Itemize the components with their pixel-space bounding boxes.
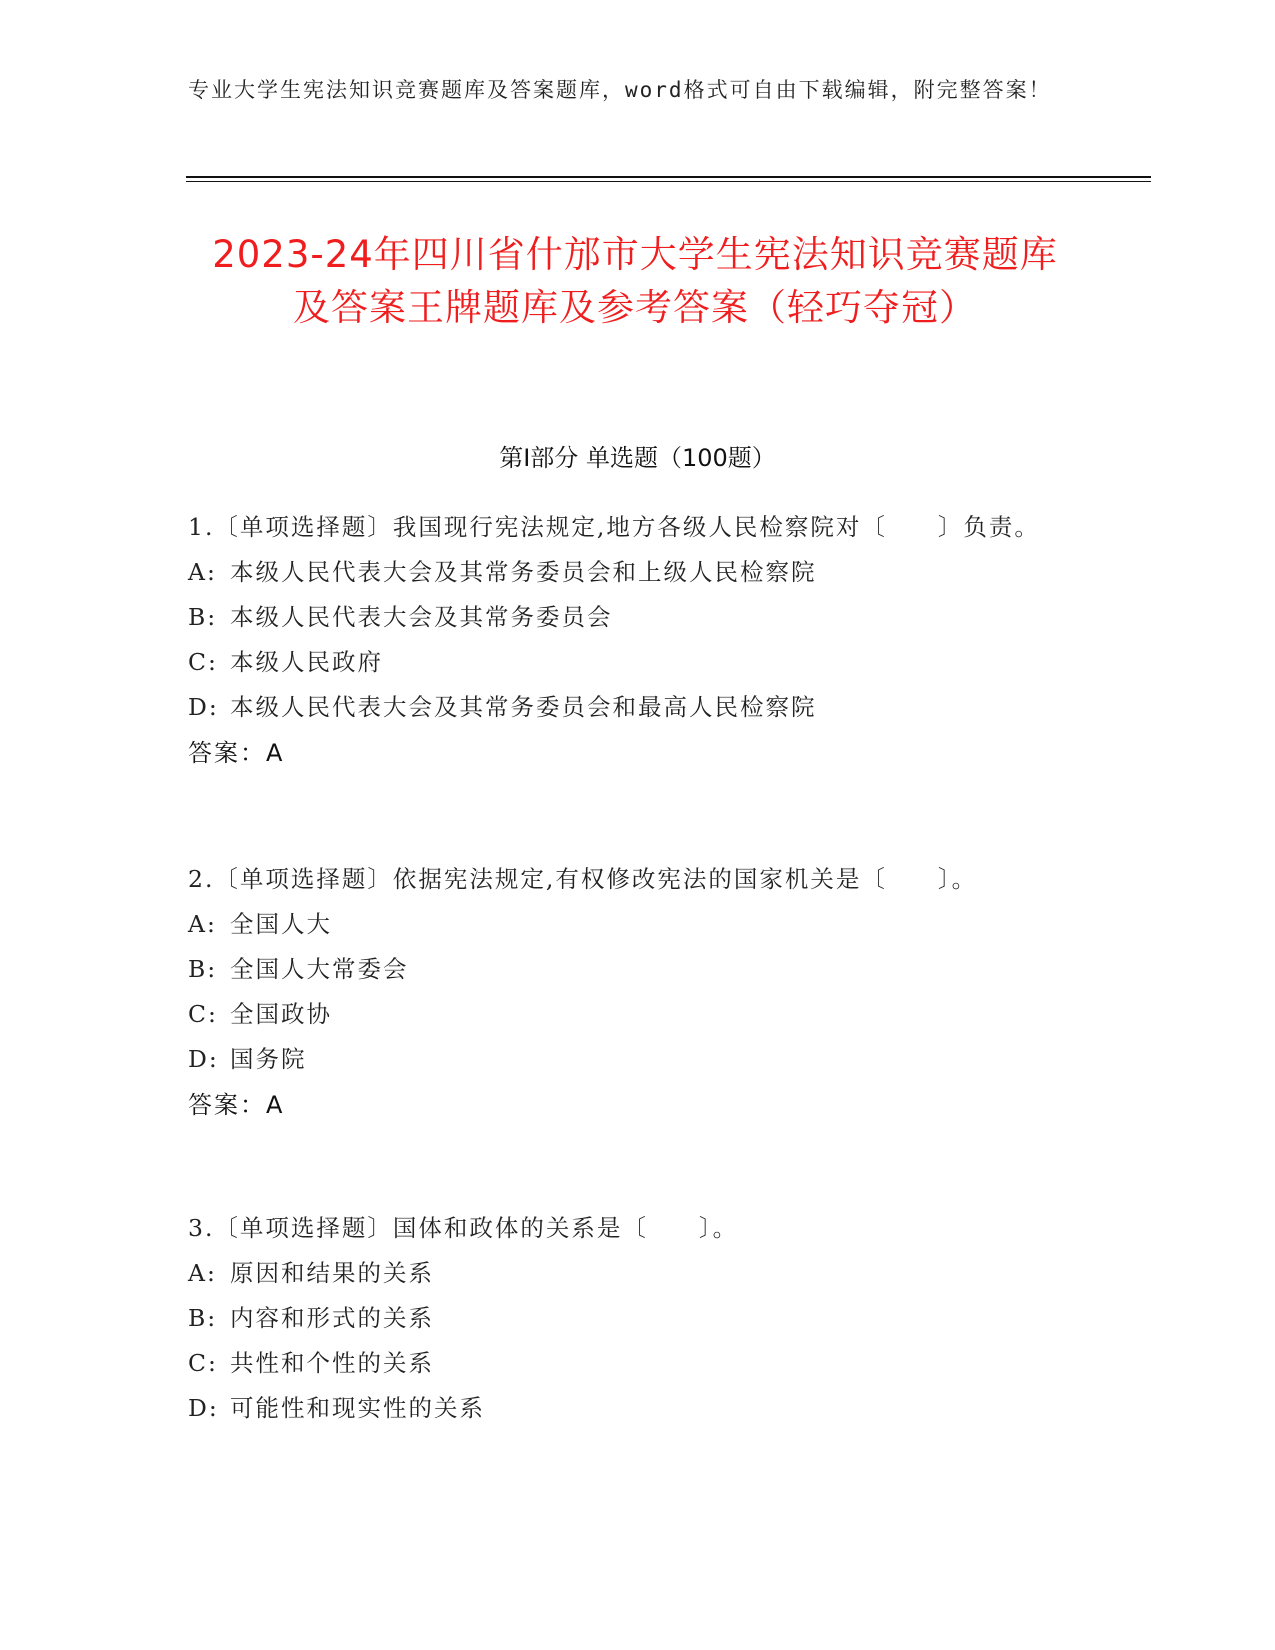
answer-line: 答案：A <box>188 1091 285 1119</box>
option-d <box>188 685 1068 730</box>
option-label: D: <box>188 1045 219 1073</box>
question-stem: 1.〔单项选择题〕我国现行宪法规定,地方各级人民检察院对〔 〕负责。 <box>188 513 1040 541</box>
option-label: A: <box>188 910 217 938</box>
option-d <box>188 1037 1068 1082</box>
option-text: 国务院 <box>230 1045 307 1073</box>
option-a <box>188 550 1068 595</box>
question-2 <box>188 857 1068 1128</box>
option-text: 本级人民代表大会及其常务委员会 <box>230 603 613 631</box>
option-label: A: <box>188 558 217 586</box>
question-1 <box>188 505 1068 776</box>
option-text: 内容和形式的关系 <box>230 1304 434 1332</box>
option-c <box>188 640 1068 685</box>
option-text: 本级人民政府 <box>230 648 383 676</box>
option-c <box>188 992 1068 1037</box>
question-stem: 2.〔单项选择题〕依据宪法规定,有权修改宪法的国家机关是〔 〕。 <box>188 865 978 893</box>
document-title: 2023-24年四川省什邡市大学生宪法知识竞赛题库及答案王牌题库及参考答案（轻巧夺冠） <box>212 233 1058 329</box>
option-label: D: <box>188 1394 219 1422</box>
option-b <box>188 947 1068 992</box>
option-label: C: <box>188 648 218 676</box>
option-text: 本级人民代表大会及其常务委员会和最高人民检察院 <box>230 693 817 721</box>
option-a <box>188 1251 1068 1296</box>
question-stem: 3.〔单项选择题〕国体和政体的关系是〔 〕。 <box>188 1214 739 1242</box>
option-text: 全国人大 <box>230 910 332 938</box>
option-text: 本级人民代表大会及其常务委员会和上级人民检察院 <box>230 558 817 586</box>
option-d <box>188 1386 1068 1431</box>
header-rule-thick <box>186 176 1151 178</box>
question-3 <box>188 1206 1068 1431</box>
option-a <box>188 902 1068 947</box>
section-heading: 第Ⅰ部分 单选题（100题） <box>499 444 776 472</box>
option-text: 共性和个性的关系 <box>230 1349 434 1377</box>
document-header: 专业大学生宪法知识竞赛题库及答案题库，word格式可自由下载编辑，附完整答案！ <box>188 78 1052 102</box>
option-label: C: <box>188 1349 218 1377</box>
option-text: 全国政协 <box>230 1000 332 1028</box>
option-label: D: <box>188 693 219 721</box>
option-text: 可能性和现实性的关系 <box>230 1394 485 1422</box>
option-label: A: <box>188 1259 217 1287</box>
option-c <box>188 1341 1068 1386</box>
option-label: B: <box>188 1304 218 1332</box>
option-label: B: <box>188 603 218 631</box>
option-text: 原因和结果的关系 <box>230 1259 434 1287</box>
option-text: 全国人大常委会 <box>230 955 409 983</box>
option-label: C: <box>188 1000 218 1028</box>
header-rule-thin <box>186 181 1151 182</box>
option-b <box>188 595 1068 640</box>
option-b <box>188 1296 1068 1341</box>
option-label: B: <box>188 955 218 983</box>
answer-line: 答案：A <box>188 739 285 767</box>
